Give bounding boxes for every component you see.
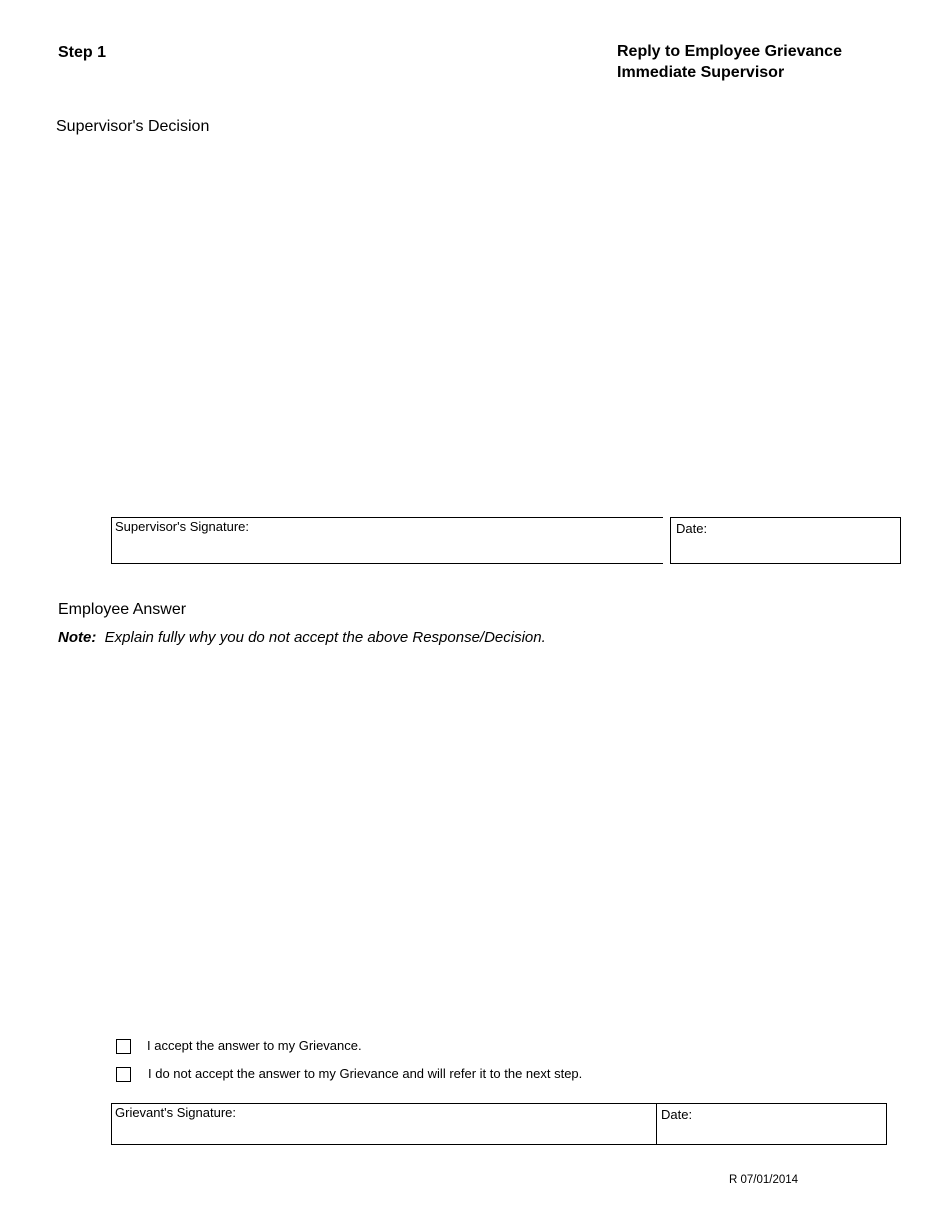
supervisor-date-label: Date:: [676, 521, 708, 536]
supervisor-signature-label: Supervisor's Signature:: [115, 519, 249, 534]
employee-answer-heading: Employee Answer: [58, 601, 187, 618]
revision-date: R 07/01/2014: [729, 1174, 799, 1186]
supervisor-date-field[interactable]: [670, 517, 901, 564]
accept-checkbox[interactable]: [116, 1039, 131, 1054]
supervisor-decision-text-area[interactable]: [56, 142, 901, 507]
form-subtitle: Immediate Supervisor: [617, 64, 785, 81]
form-title: Reply to Employee Grievance: [617, 43, 842, 60]
supervisor-decision-heading: Supervisor's Decision: [56, 118, 210, 135]
accept-option-label: I accept the answer to my Grievance.: [147, 1038, 362, 1053]
grievant-signature-label: Grievant's Signature:: [115, 1105, 236, 1120]
employee-answer-text-area[interactable]: [56, 655, 901, 1025]
note-line: [58, 629, 546, 646]
grievant-signature-field[interactable]: [111, 1103, 657, 1145]
step-label: Step 1: [58, 44, 107, 61]
note-text: Explain fully why you do not accept the above Response/Decision.: [104, 629, 546, 646]
grievant-date-label: Date:: [661, 1107, 693, 1122]
note-label: Note:: [58, 629, 97, 646]
reject-option-label: I do not accept the answer to my Grievance and will refer it to the next step.: [148, 1066, 583, 1081]
grievant-date-field[interactable]: [656, 1103, 887, 1145]
reject-checkbox[interactable]: [116, 1067, 131, 1082]
supervisor-signature-field[interactable]: [111, 517, 663, 564]
